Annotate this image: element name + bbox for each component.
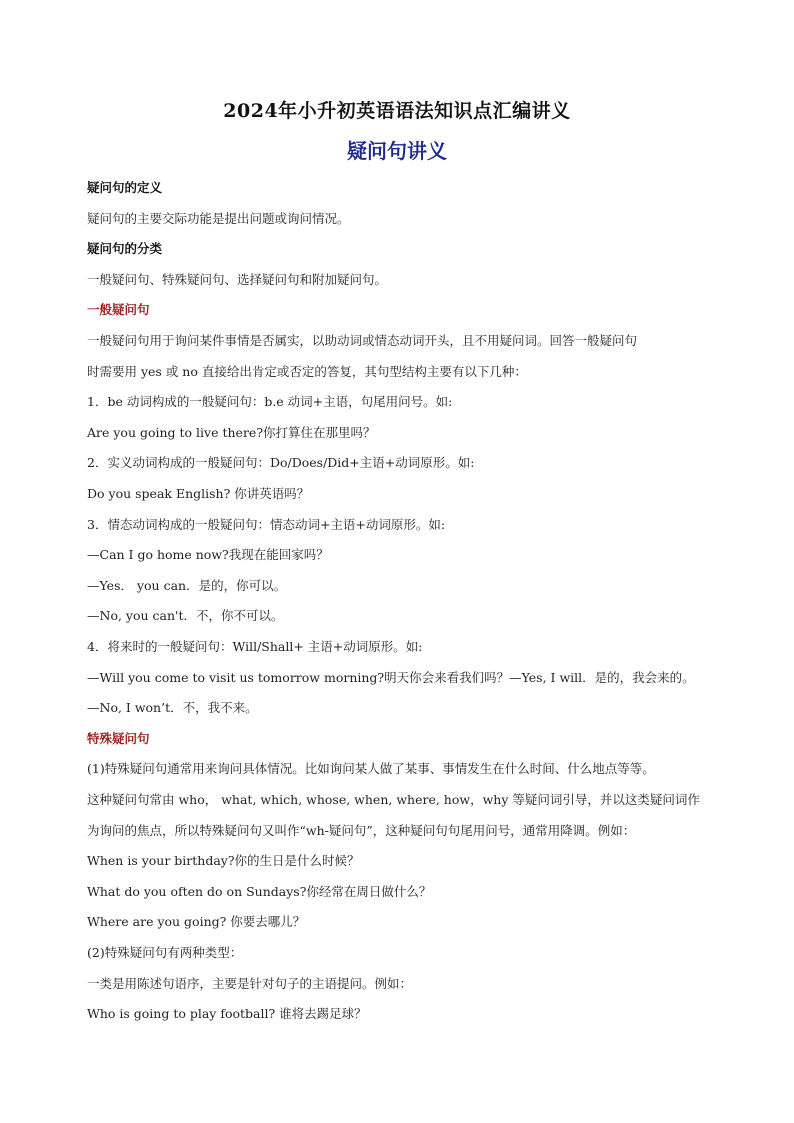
body-text-line: 为询问的焦点，所以特殊疑问句又叫作“wh-疑问句”，这种疑问句句尾用问号，通常用降调。例如： [87,822,636,838]
section-heading: 一般疑问句 [87,302,150,318]
body-text-line: Are you going to live there?你打算住在那里吗？ [87,424,376,440]
body-text-line: Where are you going? 你要去哪儿？ [87,914,306,930]
body-text-line: 3．情态动词构成的一般疑问句：情态动词+主语+动词原形。如: [87,516,446,532]
body-text-line: 2．实义动词构成的一般疑问句：Do/Does/Did+主语+动词原形。如: [87,455,475,471]
body-text-line: —Can I go home now?我现在能回家吗？ [87,547,329,563]
body-text-line: Do you speak English? 你讲英语吗？ [87,486,310,501]
body-text-line: 一般疑问句、特殊疑问句、选择疑问句和附加疑问句。 [87,271,388,287]
body-text-line: (2)特殊疑问句有两种类型： [87,945,243,960]
page-subtitle: 疑问句讲义 [347,139,447,163]
section-heading: 疑问句的定义 [87,180,163,195]
body-text-line: —Will you come to visit us tomorrow morning?明天你会来看我们吗？—Yes, I will．是的，我会来的。 [87,669,695,685]
body-text-line: When is your birthday?你的生日是什么时候？ [87,853,360,869]
body-text-line: 这种疑问句常由 who， what, which, whose, when, where, how，why 等疑问词引导，并以这类疑问词作 [87,792,700,807]
body-text-line: 1．be 动词构成的一般疑问句：b.e 动词+主语，句尾用问号。如: [87,394,453,410]
body-text-line: —No, you can't．不，你不可以。 [87,608,284,624]
body-text-line: Who is going to play football? 谁将去踢足球？ [87,1006,367,1022]
page-title: 2024年小升初英语语法知识点汇编讲义 [223,100,571,122]
section-heading: 疑问句的分类 [87,241,163,257]
body-text-line: What do you often do on Sundays?你经常在周日做什么？ [87,883,432,899]
body-text-line: —No, I won’t．不，我不来。 [87,700,258,716]
body-text-line: 一般疑问句用于询问某件事情是否属实，以助动词或情态动词开头，且不用疑问词。回答一般疑问句 [87,333,638,348]
body-text-line: 4．将来时的一般疑问句：Will/Shall+ 主语+动词原形。如: [87,639,423,654]
body-text-line: —Yes． you can．是的，你可以。 [87,577,287,593]
section-heading: 特殊疑问句 [87,730,150,746]
body-text-line: (1)特殊疑问句通常用来询问具体情况。比如询问某人做了某事、事情发生在什么时间、什么地点等等。 [87,761,655,777]
body-text-line: 时需要用 yes 或 no 直接给出肯定或否定的答复，其句型结构主要有以下几种： [87,363,527,379]
body-text-line: 疑问句的主要交际功能是提出问题或询问情况。 [87,210,350,226]
body-text-line: 一类是用陈述句语序，主要是针对句子的主语提问。例如： [87,975,413,991]
